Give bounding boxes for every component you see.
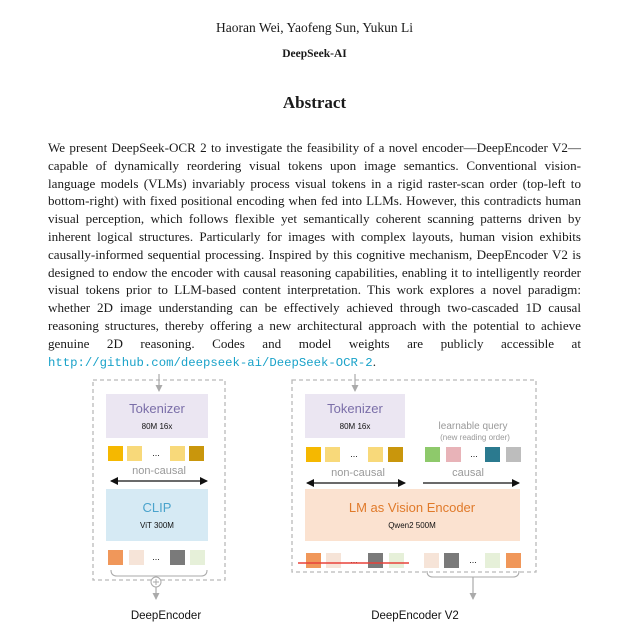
clip-block [106, 489, 208, 541]
tokenizer-size: 80M 16x [339, 422, 371, 431]
ellipsis: ... [350, 555, 358, 565]
ellipsis: ... [470, 449, 478, 459]
architecture-figure [0, 370, 629, 629]
visual-token-row [108, 446, 204, 461]
abstract-text: We present DeepSeek-OCR 2 to investigate the feasibility of a novel encoder—DeepEncoder V2—capable of dynamically reordering visual tokens upon image semantics. Conventional vision-language models (VLMs) invariably process visual tokens in a rigid raster-scan order (top-left to bottom-right) with fixed positional encoding when fed into LLMs. However, this contradicts human visual perception, which follows flexible yet semantically coherent scanning patterns driven by inherent logical structures. Particularly for images with complex layouts, human vision exhibits causally-informed sequential processing. Inspired by this cognitive mechanism, DeepEncoder V2 is designed to endow the encoder with causal reasoning capabilities, enabling it to intelligently reorder visual tokens prior to LLM-based content interpretation. This work explores a novel paradigm: whether 2D image understanding can be effectively achieved through two-cascaded 1D causal reasoning structures, thereby offering a new architectural approach with the potential to achieve genuine 2D reasoning. Codes and model weights are publicly accessible at [48, 140, 581, 351]
clip-title: CLIP [142, 500, 172, 515]
tokenizer-title: Tokenizer [129, 401, 185, 416]
output-token-row [108, 550, 205, 565]
visual-token [306, 447, 321, 462]
discarded-token [389, 553, 404, 568]
output-token [170, 550, 185, 565]
deepencoder-diagram [93, 374, 225, 622]
deepencoder-v2-diagram [292, 374, 536, 622]
discarded-token [326, 553, 341, 568]
reordered-token [444, 553, 459, 568]
ellipsis: ... [469, 555, 477, 565]
deepencoder-v2-caption: DeepEncoder V2 [371, 610, 459, 622]
reordered-token [485, 553, 500, 568]
discarded-token [306, 553, 321, 568]
learnable-query-label: learnable query [438, 421, 508, 432]
reordered-token [506, 553, 521, 568]
ellipsis: ... [350, 449, 358, 459]
query-token [485, 447, 500, 462]
lm-encoder-size: Qwen2 500M [388, 521, 436, 530]
visual-token-row [306, 447, 403, 462]
visual-token [368, 447, 383, 462]
visual-token [388, 447, 403, 462]
non-causal-label: non-causal [331, 467, 385, 479]
abstract-heading: Abstract [282, 93, 347, 112]
lm-encoder-block [305, 489, 520, 541]
reordered-token-row [424, 553, 521, 568]
causal-label: causal [452, 467, 484, 479]
paper-affiliation: DeepSeek-AI [282, 48, 347, 60]
lm-encoder-title: LM as Vision Encoder [348, 500, 476, 515]
tokenizer-size: 80M 16x [141, 422, 173, 431]
reordered-token [424, 553, 439, 568]
aggregate-bracket [111, 570, 207, 576]
visual-token [108, 446, 123, 461]
reading-order-label: (new reading order) [440, 433, 510, 442]
visual-token [325, 447, 340, 462]
ellipsis: ... [152, 552, 160, 562]
clip-size: ViT 300M [140, 521, 174, 530]
abstract-end: . [372, 353, 376, 369]
visual-token [189, 446, 204, 461]
abstract-body [48, 139, 581, 372]
query-token [506, 447, 521, 462]
discarded-token-row [298, 553, 409, 568]
visual-token [170, 446, 185, 461]
discarded-token [368, 553, 383, 568]
query-token [425, 447, 440, 462]
query-token-row [425, 447, 521, 462]
tokenizer-title: Tokenizer [327, 401, 383, 416]
non-causal-label: non-causal [132, 465, 186, 477]
query-token [446, 447, 461, 462]
ellipsis: ... [152, 448, 160, 458]
visual-token [127, 446, 142, 461]
output-token [108, 550, 123, 565]
deepencoder-caption: DeepEncoder [130, 610, 202, 622]
paper-authors: Haoran Wei, Yaofeng Sun, Yukun Li [216, 20, 413, 35]
output-token [190, 550, 205, 565]
github-link[interactable]: http://github.com/deepseek-ai/DeepSeek-OCR-2 [48, 355, 373, 370]
output-token [129, 550, 144, 565]
